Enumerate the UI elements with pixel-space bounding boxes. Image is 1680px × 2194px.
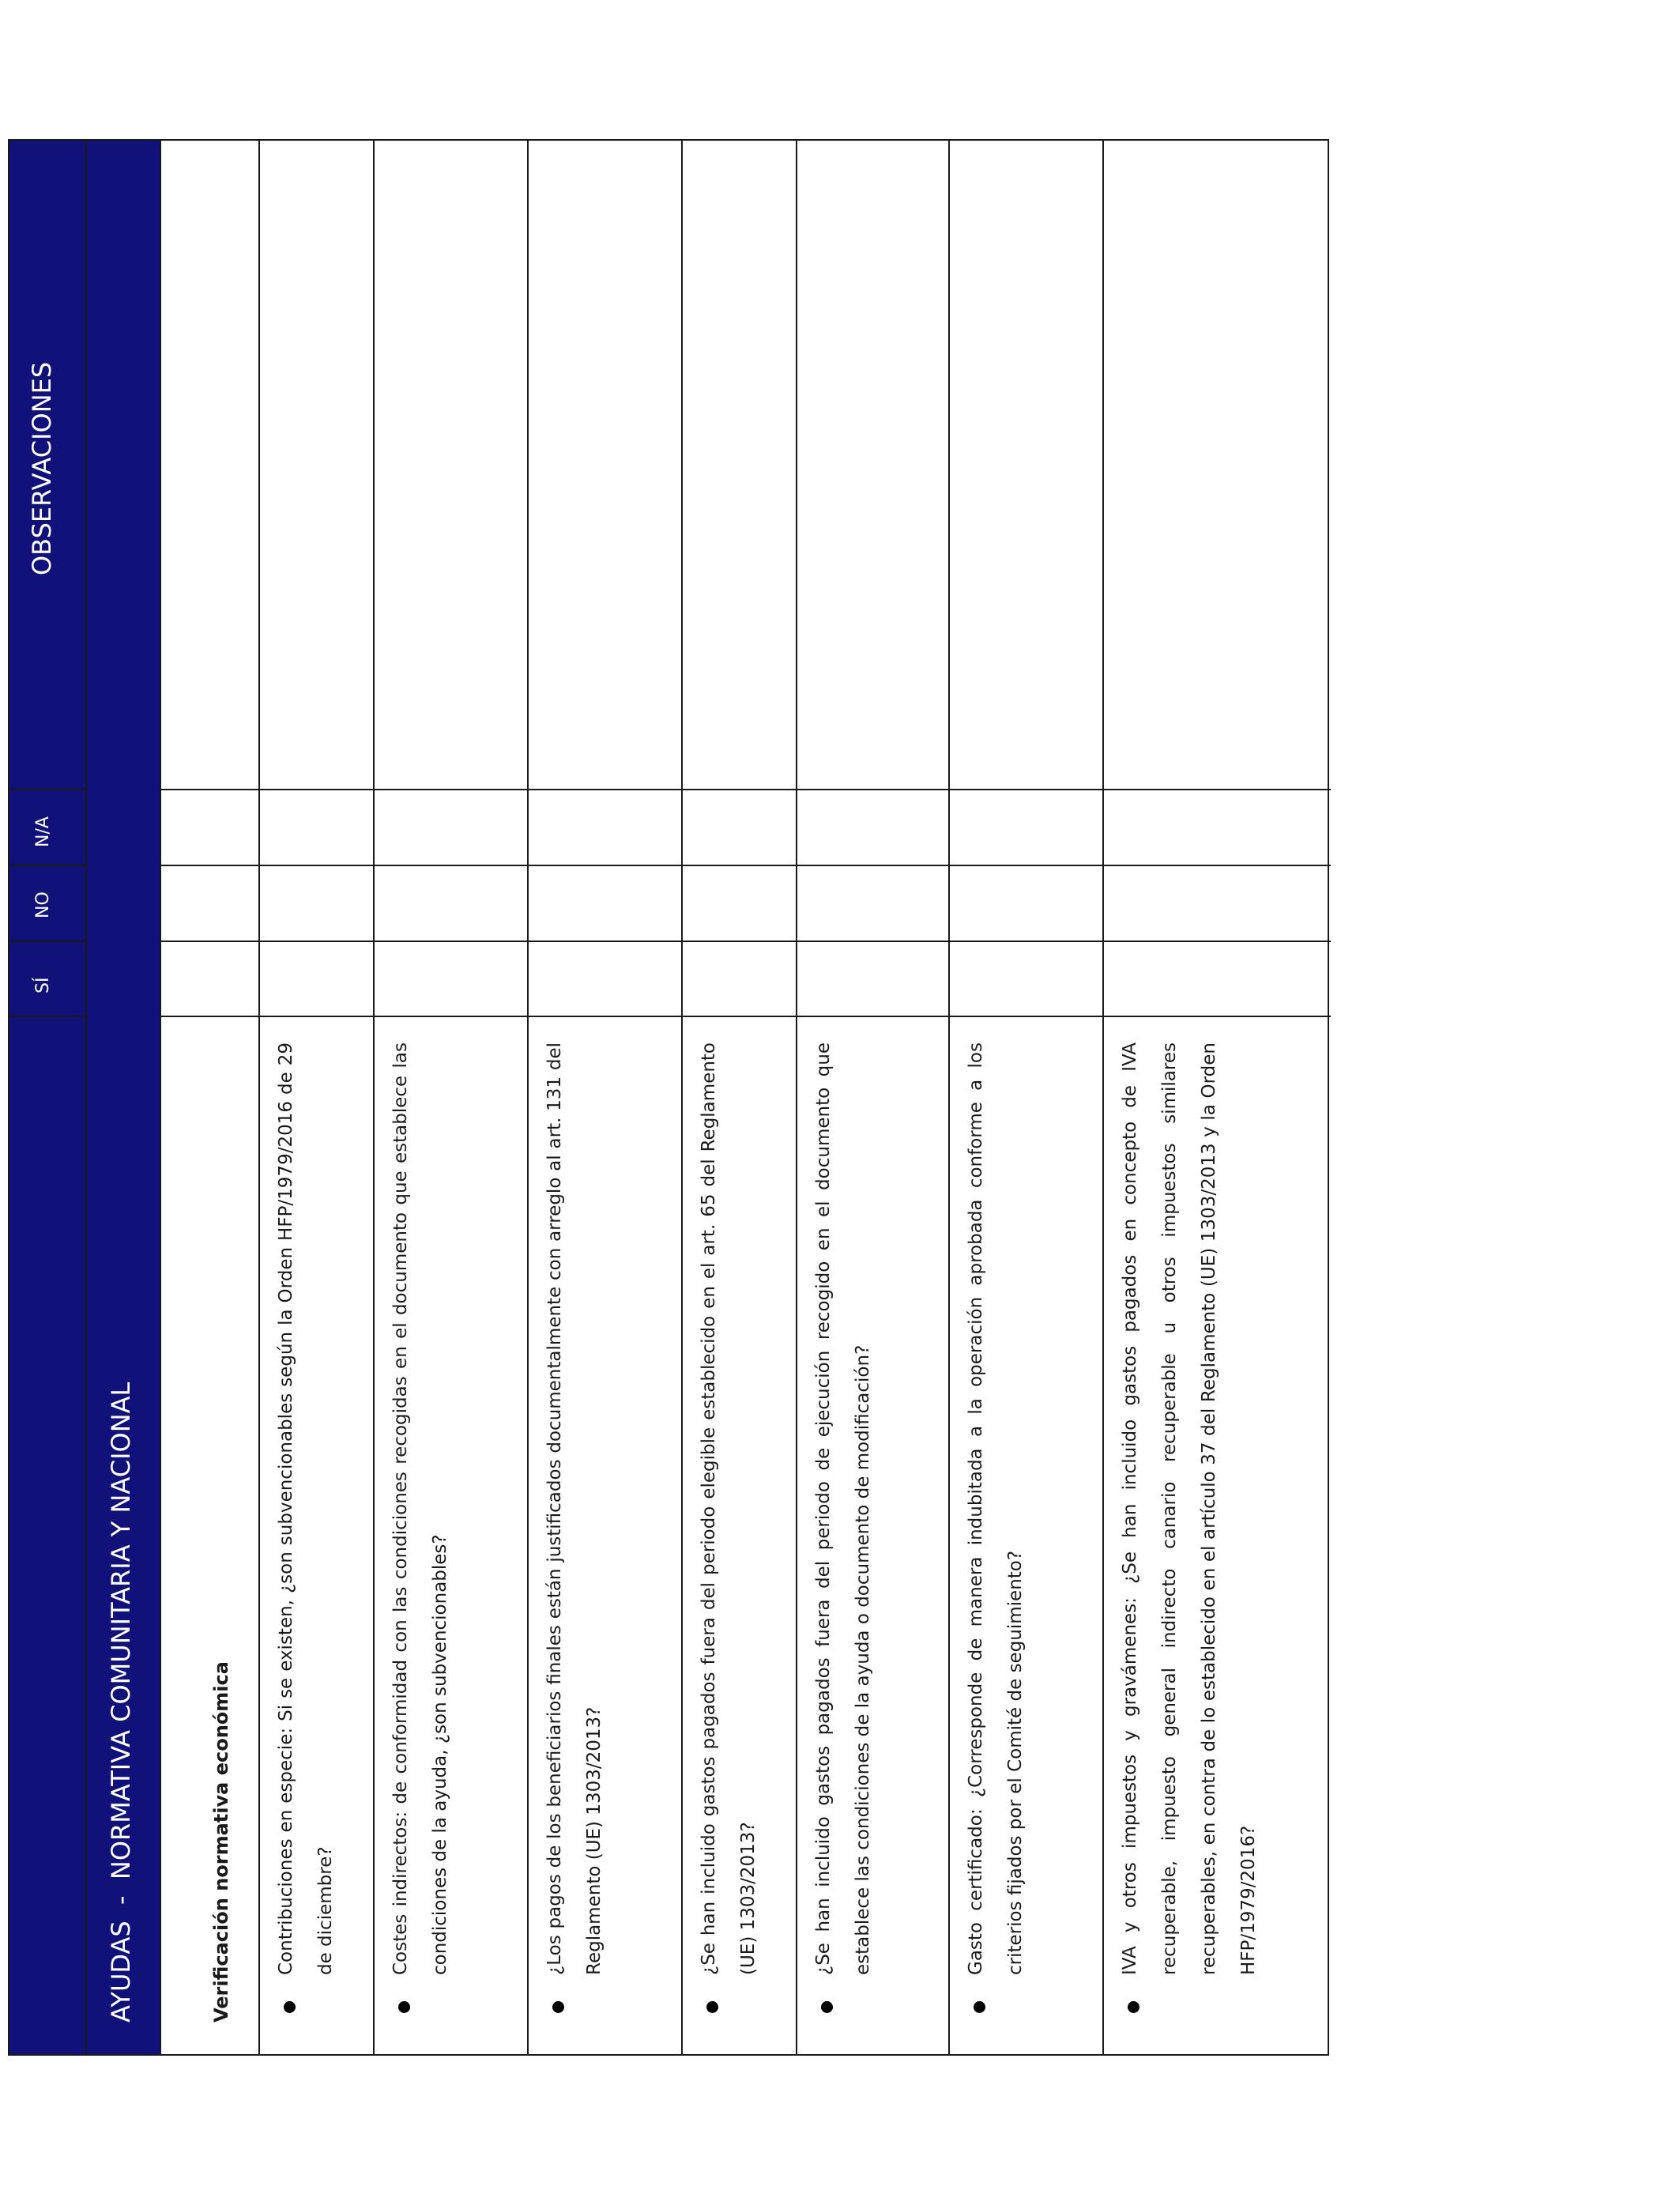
question-row (373, 141, 527, 2054)
observaciones-cell[interactable] (1104, 141, 1331, 790)
bullet-icon (552, 2001, 564, 2013)
na-cell[interactable] (161, 790, 258, 866)
question-row (796, 141, 948, 2054)
si-cell[interactable] (375, 942, 527, 1017)
na-cell[interactable] (683, 790, 796, 866)
observaciones-cell[interactable] (161, 141, 258, 790)
no-cell[interactable] (1104, 866, 1331, 942)
question-text: Costes indirectos: de conformidad con las condiciones recogidas en el documento que establece las condiciones de la ayuda, ¿son subvencionables? (390, 1042, 450, 1975)
bullet-icon (398, 2001, 410, 2013)
bullet-icon (284, 2001, 296, 2013)
question-text: ¿Se han incluido gastos pagados fuera del periodo elegible establecido en el art. 65 del Reglamento (UE) 1303/2013? (699, 1042, 759, 1975)
na-cell[interactable] (260, 790, 373, 866)
no-cell[interactable] (797, 866, 948, 942)
na-label: N/A (33, 816, 53, 847)
observaciones-cell[interactable] (260, 141, 373, 790)
observaciones-cell[interactable] (529, 141, 681, 790)
na-cell[interactable] (1104, 790, 1331, 866)
observaciones-column-header (9, 141, 85, 790)
observaciones-cell[interactable] (375, 141, 527, 790)
question-row (681, 141, 796, 2054)
si-cell[interactable] (683, 942, 796, 1017)
observaciones-cell[interactable] (683, 141, 796, 790)
question-row (1102, 141, 1331, 2054)
question-row (527, 141, 681, 2054)
question-text: ¿Se han incluido gastos pagados fuera del periodo de ejecución recogido en el documento que establece las condiciones de la ayuda o documento de modificación? (813, 1042, 873, 1975)
question-text: Gasto certificado: ¿Corresponde de manera indubitada a la operación aprobada conforme a los criterios fijados por el Comité de seguimiento? (966, 1042, 1026, 1975)
si-cell[interactable] (1104, 942, 1331, 1017)
si-column-header (9, 942, 85, 1017)
no-cell[interactable] (683, 866, 796, 942)
checklist-table (8, 139, 1329, 2056)
question-text: IVA y otros impuestos y gravámenes: ¿Se han incluido gastos pagados en concepto de IVA recuperable, impuesto general indirecto canario recuperable u otros impuestos similares recuperables, en contra de lo establecido en el artículo 37 del Reglamento (UE) 1303/2013 y la Orden HFP/1979/2016? (1120, 1042, 1259, 1975)
bullet-icon (1128, 2001, 1139, 2013)
no-cell[interactable] (375, 866, 527, 942)
subsection-row (160, 141, 258, 2054)
si-cell[interactable] (529, 942, 681, 1017)
bullet-icon (974, 2001, 985, 2013)
na-cell[interactable] (797, 790, 948, 866)
header-row-columns (9, 141, 85, 2054)
header-row-section (85, 141, 160, 2054)
bullet-icon (821, 2001, 833, 2013)
question-row (258, 141, 373, 2054)
section-title: AYUDAS - NORMATIVA COMUNITARIA Y NACIONAL (106, 1382, 136, 2022)
question-row (948, 141, 1102, 2054)
no-cell[interactable] (161, 866, 258, 942)
si-label: SÍ (33, 977, 53, 993)
si-cell[interactable] (161, 942, 258, 1017)
na-cell[interactable] (529, 790, 681, 866)
no-label: NO (33, 892, 53, 918)
si-cell[interactable] (797, 942, 948, 1017)
si-cell[interactable] (260, 942, 373, 1017)
observaciones-cell[interactable] (797, 141, 948, 790)
observaciones-cell[interactable] (950, 141, 1102, 790)
no-column-header (9, 866, 85, 942)
question-text: ¿Los pagos de los beneficiarios finales están justificados documentalmente con arreglo al art. 131 del Reglamento (UE) 1303/2013? (544, 1042, 605, 1975)
na-cell[interactable] (375, 790, 527, 866)
si-cell[interactable] (950, 942, 1102, 1017)
observaciones-label: OBSERVACIONES (27, 361, 57, 575)
question-text: Contribuciones en especie: Si se existen, ¿son subvencionables según la Orden HFP/1979/2016 de 29 de diciembre? (276, 1042, 336, 1975)
subsection-title: Verificación normativa económica (210, 1661, 232, 2022)
no-cell[interactable] (950, 866, 1102, 942)
na-cell[interactable] (950, 790, 1102, 866)
no-cell[interactable] (529, 866, 681, 942)
no-cell[interactable] (260, 866, 373, 942)
bullet-icon (706, 2001, 718, 2013)
na-column-header (9, 790, 85, 866)
